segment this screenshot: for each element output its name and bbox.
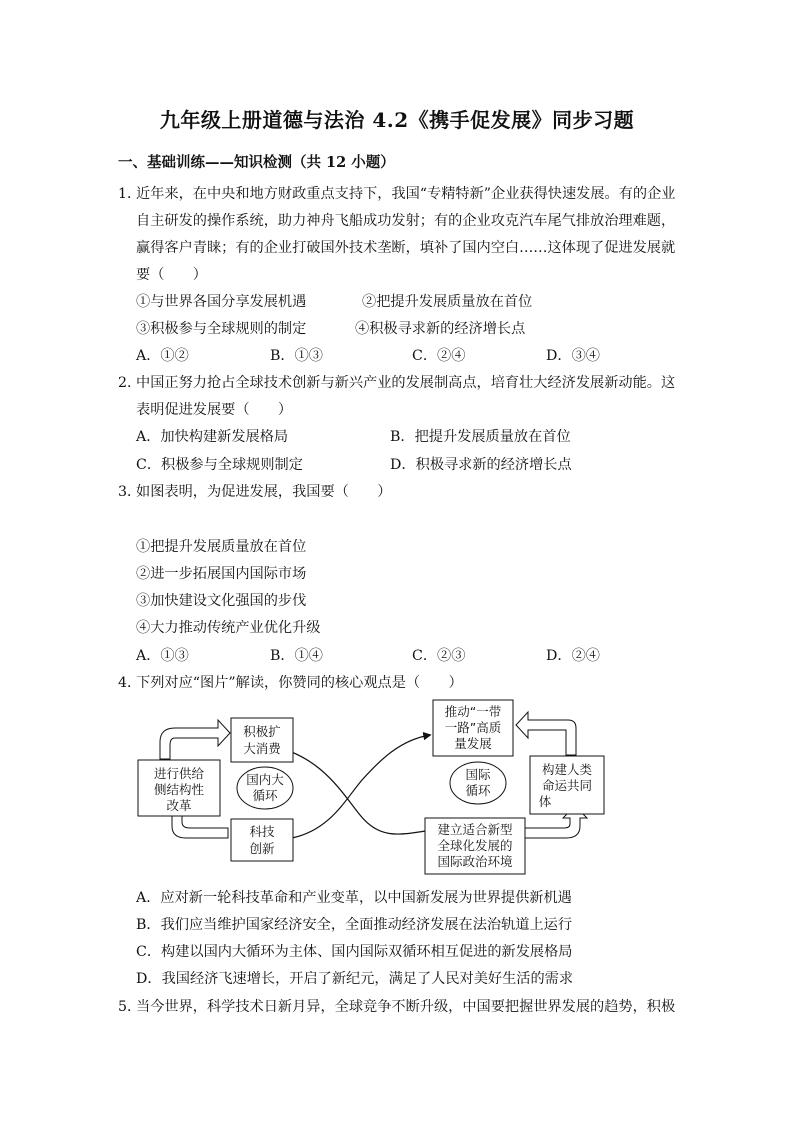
question-2-option-d: D．积极寻求新的经济增长点 — [390, 457, 572, 473]
flow-curve — [292, 735, 430, 838]
question-3-option-c: C．②③ — [412, 648, 466, 664]
question-2-line: 表明促进发展要（ ） — [136, 402, 293, 418]
box-label: 国际政治环境 — [437, 854, 513, 869]
ellipse-label: 国际 — [465, 767, 491, 782]
question-1-item: ③积极参与全球规则的制定 — [136, 321, 307, 337]
question-3-item: ②进一步拓展国内国际市场 — [136, 566, 307, 582]
question-3-option-d: D．②④ — [546, 648, 600, 664]
box-label: 改革 — [166, 798, 192, 813]
question-3-stem: 如图表明，为促进发展，我国要（ ） — [136, 484, 392, 500]
ellipse-label: 循环 — [252, 788, 278, 803]
box-label: 命运共同 — [541, 778, 593, 793]
question-1-option-c: C．②④ — [412, 348, 466, 364]
question-3-item: ④大力推动传统产业优化升级 — [136, 620, 321, 636]
question-2-number: 2． — [118, 375, 142, 391]
box-label: 推动“一带 — [444, 704, 502, 719]
block-arrow-up-right — [160, 720, 230, 759]
section-heading: 一、基础训练——知识检测（共 12 小题） — [118, 154, 395, 171]
box-label: 进行供给 — [153, 766, 205, 781]
question-5-number: 5． — [118, 999, 142, 1015]
box-label: 量发展 — [454, 736, 492, 751]
question-1-option-b: B．①③ — [270, 348, 323, 364]
ellipse-label: 循环 — [465, 783, 491, 798]
box-label: 体 — [538, 794, 552, 809]
box-label: 科技 — [249, 824, 275, 839]
page-title: 九年级上册道德与法治 4.2《携手促发展》同步习题 — [159, 108, 635, 132]
box-label: 侧结构性 — [153, 782, 205, 797]
block-arrow-left — [516, 712, 576, 755]
box-label: 全球化发展的 — [437, 838, 513, 853]
question-1-number: 1． — [118, 186, 142, 202]
question-1-line: 赢得客户青睐；有的企业打破国外技术垄断，填补了国内空白……这体现了促进发展就 — [136, 240, 676, 256]
question-2-line: 中国正努力抢占全球技术创新与新兴产业的发展制高点，培育壮大经济发展新动能。这 — [136, 375, 676, 391]
box-label: 创新 — [249, 841, 275, 856]
box-label: 建立适合新型 — [437, 822, 513, 837]
question-4-option-c: C．构建以国内大循环为主体、国内国际双循环相互促进的新发展格局 — [136, 944, 573, 960]
question-3-number: 3． — [118, 484, 142, 500]
question-4-option-a: A．应对新一轮科技革命和产业变革，以中国新发展为世界提供新机遇 — [136, 890, 572, 906]
question-1-option-a: A．①② — [136, 348, 189, 364]
question-3-option-a: A．①③ — [136, 648, 189, 664]
question-3-item: ③加快建设文化强国的步伐 — [136, 593, 307, 609]
question-4-number: 4． — [118, 675, 142, 691]
question-2-option-a: A．加快构建新发展格局 — [136, 429, 289, 445]
box-label: 一路”高质 — [444, 720, 502, 735]
box-label: 积极扩 — [243, 724, 281, 739]
question-1-line: 自主研发的操作系统，助力神舟飞船成功发射；有的企业攻克汽车尾气排放治理难题， — [136, 213, 676, 229]
question-1-option-d: D．③④ — [546, 348, 600, 364]
question-1-item: ②把提升发展质量放在首位 — [362, 294, 533, 310]
question-5-line: 当今世界，科学技术日新月异，全球竞争不断升级，中国要把握世界发展的趋势，积极 — [136, 999, 676, 1015]
question-1-line: 近年来，在中央和地方财政重点支持下，我国“专精特新”企业获得快速发展。有的企业 — [136, 186, 676, 202]
ellipse-label: 国内大 — [246, 772, 284, 787]
box-label: 构建人类 — [541, 762, 593, 777]
question-1-item: ④积极寻求新的经济增长点 — [355, 321, 526, 337]
question-4-option-b: B．我们应当维护国家经济安全，全面推动经济发展在法治轨道上运行 — [136, 917, 573, 933]
question-4-option-d: D．我国经济飞速增长，开启了新纪元，满足了人民对美好生活的需求 — [136, 971, 574, 987]
question-1-item: ①与世界各国分享发展机遇 — [136, 294, 307, 310]
question-2-option-c: C．积极参与全球规则制定 — [136, 457, 303, 473]
question-4-stem: 下列对应“图片”解读，你赞同的核心观点是（ ） — [136, 675, 463, 691]
question-1-line: 要（ ） — [136, 267, 207, 283]
question-3-option-b: B．①④ — [270, 648, 323, 664]
box-label: 大消费 — [243, 741, 281, 756]
question-3-item: ①把提升发展质量放在首位 — [136, 539, 307, 555]
question-2-option-b: B．把提升发展质量放在首位 — [390, 429, 571, 445]
